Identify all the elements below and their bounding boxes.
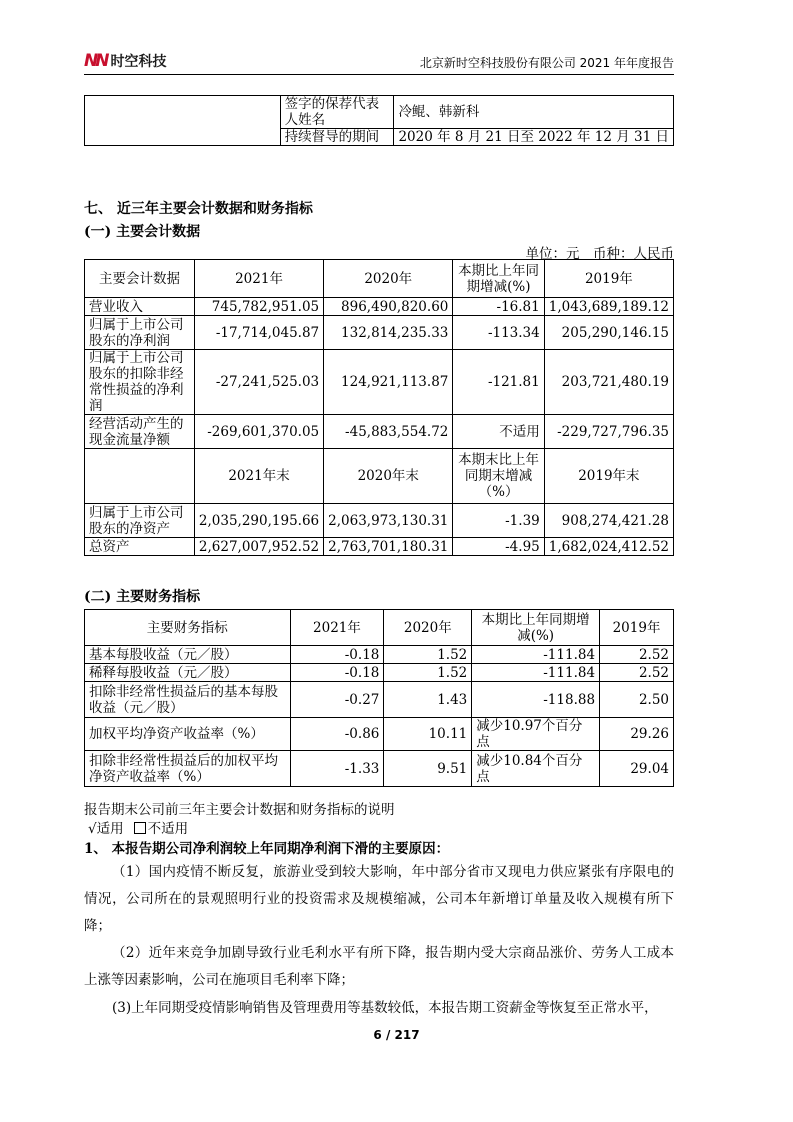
table-cell: 2.50 [600,682,674,718]
column-header: 本期比上年同期增减(%) [453,260,544,298]
table-cell: 29.26 [600,718,674,751]
header-divider [84,74,674,75]
table-cell: 2,063,973,130.31 [324,504,453,538]
row-label: 稀释每股收益（元／股） [85,664,291,682]
row-label: 经营活动产生的现金流量净额 [85,415,195,449]
table-cell: 203,721,480.19 [544,350,673,415]
table-header-row [85,449,674,504]
column-header: 主要会计数据 [85,260,195,298]
column-header: 2019年 [544,260,673,298]
subsection-heading: (二) 主要财务指标 [84,589,201,605]
table-cell: 9.51 [384,751,472,787]
table-cell: 1.52 [384,646,472,664]
table-cell: 745,782,951.05 [194,298,323,316]
column-header: 2019年末 [544,449,673,504]
table-cell: -1.33 [290,751,384,787]
table-cell: 205,290,146.15 [544,316,673,350]
table-cell: -4.95 [453,538,544,556]
table-cell: 冷鲲、韩新科 [394,96,674,129]
table-cell: 1.52 [384,664,472,682]
table-cell: -16.81 [453,298,544,316]
table-cell [85,96,281,146]
subsection-heading: (一) 主要会计数据 [84,224,201,240]
table-cell: 1,682,024,412.52 [544,538,673,556]
column-header: 本期末比上年同期末增减（%） [453,449,544,504]
table-row [85,538,674,556]
column-header: 2021年 [290,610,384,646]
column-header: 2021年末 [194,449,323,504]
paragraph: （2）近年来竞争加剧导致行业毛利水平有所下降，报告期内受大宗商品涨价、劳务人工成本上涨等因素影响，公司在施项目毛利率下降； [84,945,674,988]
applicable-option: √适用 [88,821,124,837]
sponsor-table [84,95,674,146]
table-cell: -1.39 [453,504,544,538]
section-heading: 七、 近三年主要会计数据和财务指标 [84,201,313,217]
table-row [85,664,674,682]
row-label: 扣除非经常性损益后的基本每股收益（元／股） [85,682,291,718]
table-cell: -45,883,554.72 [324,415,453,449]
table-row [85,415,674,449]
table-row [85,96,674,129]
table-row [85,316,674,350]
table-cell: 132,814,235.33 [324,316,453,350]
table-cell: 29.04 [600,751,674,787]
table-cell: 908,274,421.28 [544,504,673,538]
table-cell: -111.84 [472,646,600,664]
checkbox-icon [134,822,146,834]
table-row [85,298,674,316]
table-cell: -121.81 [453,350,544,415]
table-cell: -17,714,045.87 [194,316,323,350]
table-cell: 124,921,113.87 [324,350,453,415]
column-header: 2019年 [600,610,674,646]
table-header-row [85,260,674,298]
table-cell: 2,763,701,180.31 [324,538,453,556]
table-cell: 1.43 [384,682,472,718]
notes-intro: 报告期末公司前三年主要会计数据和财务指标的说明 [84,802,395,818]
paragraph: (3)上年同期受疫情影响销售及管理费用等基数较低，本报告期工资薪金等恢复至正常水平， [112,1000,658,1016]
column-header: 主要财务指标 [85,610,291,646]
table-cell: -113.34 [453,316,544,350]
table-cell: -118.88 [472,682,600,718]
table-row [85,646,674,664]
report-title: 北京新时空科技股份有限公司 2021 年年度报告 [419,56,674,70]
table-cell: 2020 年 8 月 21 日至 2022 年 12 月 31 日 [394,129,674,146]
table-cell: 10.11 [384,718,472,751]
table-cell: 持续督导的期间 [280,129,394,146]
column-header: 本期比上年同期增减(%) [472,610,600,646]
page-header [84,52,674,72]
table-cell: 896,490,820.60 [324,298,453,316]
table-cell: -111.84 [472,664,600,682]
logo-text: 时空科技 [110,54,167,70]
page-number: 6 / 217 [373,1028,420,1042]
column-header: 2020年 [324,260,453,298]
table-cell: 2,035,290,195.66 [194,504,323,538]
row-label: 扣除非经常性损益后的加权平均净资产收益率（%） [85,751,291,787]
accounting-data-table [84,259,674,556]
not-applicable-option: 不适用 [147,821,189,837]
table-cell: 2,627,007,952.52 [194,538,323,556]
table-cell: -0.86 [290,718,384,751]
table-cell: 减少10.97个百分点 [472,718,600,751]
column-header: 2020年末 [324,449,453,504]
row-label: 归属于上市公司股东的扣除非经常性损益的净利润 [85,350,195,415]
table-cell: -27,241,525.03 [194,350,323,415]
table-row [85,751,674,787]
table-row [85,682,674,718]
table-cell: 2.52 [600,664,674,682]
table-cell: 不适用 [453,415,544,449]
table-header-row [85,610,674,646]
reason-heading: 1、 本报告期公司净利润较上年同期净利润下滑的主要原因： [84,841,450,857]
table-row [85,718,674,751]
company-logo [84,52,166,70]
column-header: 2020年 [384,610,472,646]
financial-indicators-table [84,609,674,787]
row-label: 营业收入 [85,298,195,316]
table-cell: 2.52 [600,646,674,664]
table-row [85,350,674,415]
row-label: 归属于上市公司股东的净利润 [85,316,195,350]
logo-mark: NN [84,51,107,71]
row-label: 加权平均净资产收益率（%） [85,718,291,751]
table-cell: 减少10.84个百分点 [472,751,600,787]
row-label: 总资产 [85,538,195,556]
table-row [85,504,674,538]
row-label: 基本每股收益（元／股） [85,646,291,664]
paragraph: （1）国内疫情不断反复，旅游业受到较大影响，年中部分省市又现电力供应紧张有序限电的情况，公司所在的景观照明行业的投资需求及规模缩减，公司本年新增订单量及收入规模有所下降； [84,864,674,934]
table-cell: -0.27 [290,682,384,718]
table-cell: 签字的保荐代表人姓名 [280,96,394,129]
currency-unit: 单位：元 币种：人民币 [525,246,674,262]
table-cell: -269,601,370.05 [194,415,323,449]
column-header: 2021年 [194,260,323,298]
row-label: 归属于上市公司股东的净资产 [85,504,195,538]
table-cell: -0.18 [290,646,384,664]
applicability-options [88,817,188,837]
table-cell: -229,727,796.35 [544,415,673,449]
column-header [85,449,195,504]
table-cell: 1,043,689,189.12 [544,298,673,316]
table-cell: -0.18 [290,664,384,682]
